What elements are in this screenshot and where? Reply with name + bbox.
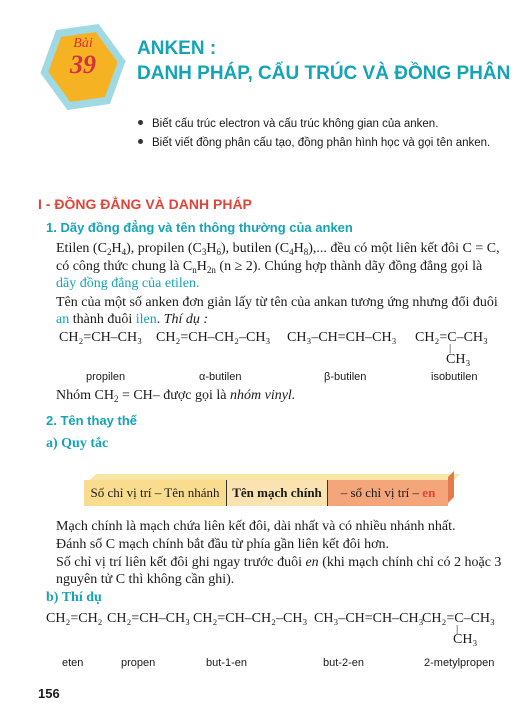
formula-branch: CH₃ [446, 352, 471, 367]
example-heading: b) Thí dụ [46, 590, 102, 605]
lesson-word: Bài [73, 36, 93, 51]
subsection-heading: 1. Dãy đồng đẳng và tên thông thường của anken [46, 220, 353, 235]
compound-name: β-butilen [324, 371, 367, 383]
formula: CH₂=C–CH₃ [415, 330, 488, 345]
formula-branch: CH₃ [453, 632, 478, 647]
lesson-number: 39 [70, 50, 96, 79]
formula: CH₃–CH=CH–CH₃ [287, 330, 397, 345]
term-highlight: dãy đồng đẳng của etilen. [56, 276, 200, 291]
section-heading: I - ĐỒNG ĐẲNG VÀ DANH PHÁP [38, 196, 252, 212]
formula: CH₂=CH–CH₃ [59, 330, 143, 345]
lesson-badge [40, 24, 126, 110]
compound-name: 2-metylpropen [424, 657, 495, 669]
paragraph: Tên của một số anken đơn giản lấy từ tên của ankan tương ứng nhưng đổi đuôi [56, 295, 498, 310]
page-title-line1: ANKEN : [137, 38, 217, 59]
compound-name: but-1-en [206, 657, 247, 669]
objective-item: Biết viết đồng phân cấu tạo, đồng phân hình học và gọi tên anken. [138, 137, 490, 149]
paragraph: nguyên tử C thì không cần ghi). [56, 572, 235, 587]
paragraph: Mạch chính là mạch chứa liên kết đôi, dài nhất và có nhiều nhánh nhất. [56, 519, 456, 534]
paragraph: có công thức chung là $C_nH_{2n}$ (n ≥ 2). Chúng hợp thành dãy đồng đẳng gọi là [56, 259, 483, 275]
rule-segment-suffix: – số chỉ vị trí – en [328, 480, 448, 506]
page-number: 156 [38, 686, 60, 701]
formula: CH₂=CH–CH₃ [107, 611, 191, 626]
subsection-heading: 2. Tên thay thế [46, 413, 138, 428]
bond-line: | [449, 342, 452, 354]
bullet-icon [138, 120, 143, 125]
formula: CH₃–CH=CH–CH₃ [314, 611, 424, 626]
compound-name: propilen [86, 371, 126, 383]
rule-heading: a) Quy tắc [46, 436, 109, 451]
paragraph: Đánh số C mạch chính bắt đầu từ phía gần liên kết đôi hơn. [56, 537, 390, 552]
formula: CH₂=CH–CH₂–CH₃ [193, 611, 308, 626]
rule-segment-branch: Số chỉ vị trí – Tên nhánh [84, 480, 226, 506]
bond-line: | [456, 623, 459, 635]
formula: CH₂=C–CH₃ [422, 611, 495, 626]
paragraph: an thành đuôi ilen. Thí dụ : [56, 312, 209, 327]
formula: CH₂=CH–CH₂–CH₃ [156, 330, 271, 345]
paragraph: Nhóm $CH_2 = CH-$ được gọi là nhóm vinyl. [56, 388, 296, 404]
compound-name: eten [62, 657, 84, 669]
naming-rule-bar [84, 480, 448, 506]
compound-name: isobutilen [431, 371, 478, 383]
rule-segment-main-chain: Tên mạch chính [226, 480, 328, 506]
paragraph: Số chỉ vị trí liên kết đôi ghi ngay trước đuôi en (khi mạch chính chỉ có 2 hoặc 3 [56, 555, 502, 570]
objective-item: Biết cấu trúc electron và cấu trúc không gian của anken. [138, 118, 438, 130]
compound-name: propen [121, 657, 156, 669]
compound-name: α-butilen [199, 371, 242, 383]
formula: CH₂=CH₂ [46, 611, 103, 626]
page-title-line2: DANH PHÁP, CẤU TRÚC VÀ ĐỒNG PHÂN [137, 63, 511, 84]
compound-name: but-2-en [323, 657, 364, 669]
bullet-icon [138, 139, 143, 144]
bar-side-face [448, 471, 454, 503]
paragraph: Etilen $(C_2H_4)$, propilen $(C_3H_6)$, butilen $(C_4H_8)$,... đều có một liên kết đôi C = C, [56, 241, 500, 257]
